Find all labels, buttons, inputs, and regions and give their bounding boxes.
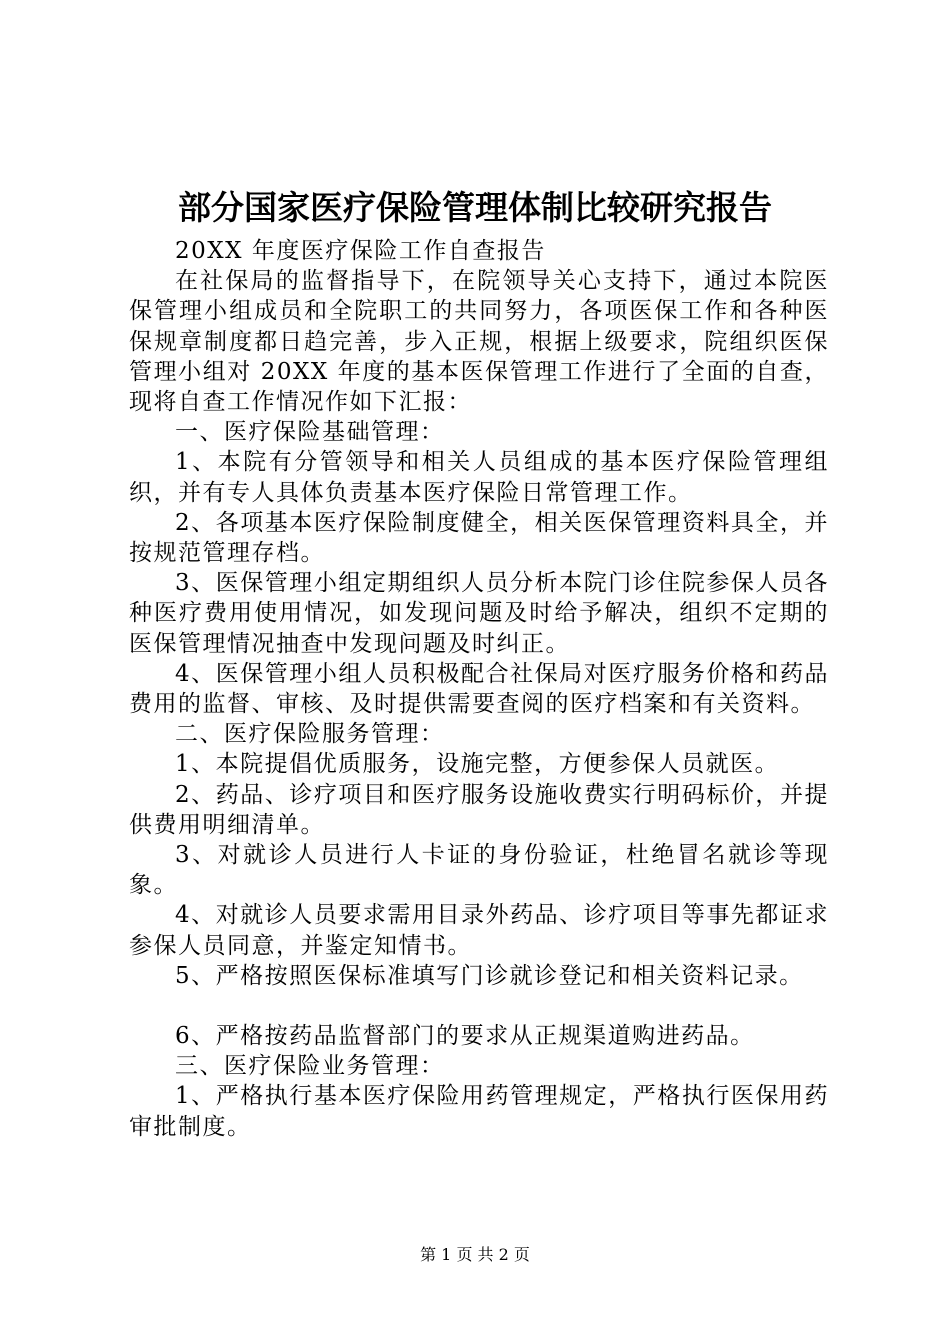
intro-paragraph: 在社保局的监督指导下，在院领导关心支持下，通过本院医保管理小组成员和全院职工的共同努力，各项医保工作和各种医保规章制度都日趋完善，步入正规，根据上级要求，院组织医保管理小组对 20XX 年度的基本医保管理工作进行了全面的自查，现将自查工作情况作如下汇报： [129, 268, 829, 416]
section-1-item-2: 2、各项基本医疗保险制度健全，相关医保管理资料具全，并按规范管理存档。 [129, 509, 829, 567]
document-title: 部分国家医疗保险管理体制比较研究报告 [178, 188, 772, 227]
section-1-item-1: 1、本院有分管领导和相关人员组成的基本医疗保险管理组织，并有专人具体负责基本医疗保险日常管理工作。 [129, 449, 829, 506]
document-body [129, 236, 829, 1142]
section-2-item-2: 2、药品、诊疗项目和医疗服务设施收费实行明码标价，并提供费用明细清单。 [129, 781, 829, 838]
section-2-item-6: 6、严格按药品监督部门的要求从正规渠道购进药品。 [175, 1023, 755, 1050]
section-heading-1: 一、医疗保险基础管理： [175, 419, 445, 446]
section-2-item-3: 3、对就诊人员进行人卡证的身份验证，杜绝冒名就诊等现象。 [129, 842, 829, 899]
report-subtitle: 20XX 年度医疗保险工作自查报告 [175, 238, 546, 264]
section-2-item-1: 1、本院提倡优质服务，设施完整，方便参保人员就医。 [175, 751, 780, 778]
section-3-item-1: 1、严格执行基本医疗保险用药管理规定，严格执行医保用药审批制度。 [129, 1083, 829, 1140]
page-footer: 第 1 页 共 2 页 [420, 1245, 530, 1264]
section-2-item-5: 5、严格按照医保标准填写门诊就诊登记和相关资料记录。 [175, 962, 804, 989]
section-1-item-4: 4、医保管理小组人员积极配合社保局对医疗服务价格和药品费用的监督、审核、及时提供需要查阅的医疗档案和有关资料。 [129, 660, 829, 718]
section-heading-3: 三、医疗保险业务管理： [175, 1053, 445, 1080]
section-1-item-3: 3、医保管理小组定期组织人员分析本院门诊住院参保人员各种医疗费用使用情况，如发现问题及时给予解决，组织不定期的医保管理情况抽查中发现问题及时纠正。 [129, 570, 829, 657]
section-2-item-4: 4、对就诊人员要求需用目录外药品、诊疗项目等事先都证求参保人员同意，并鉴定知情书。 [129, 902, 829, 959]
section-heading-2: 二、医疗保险服务管理： [175, 721, 445, 748]
